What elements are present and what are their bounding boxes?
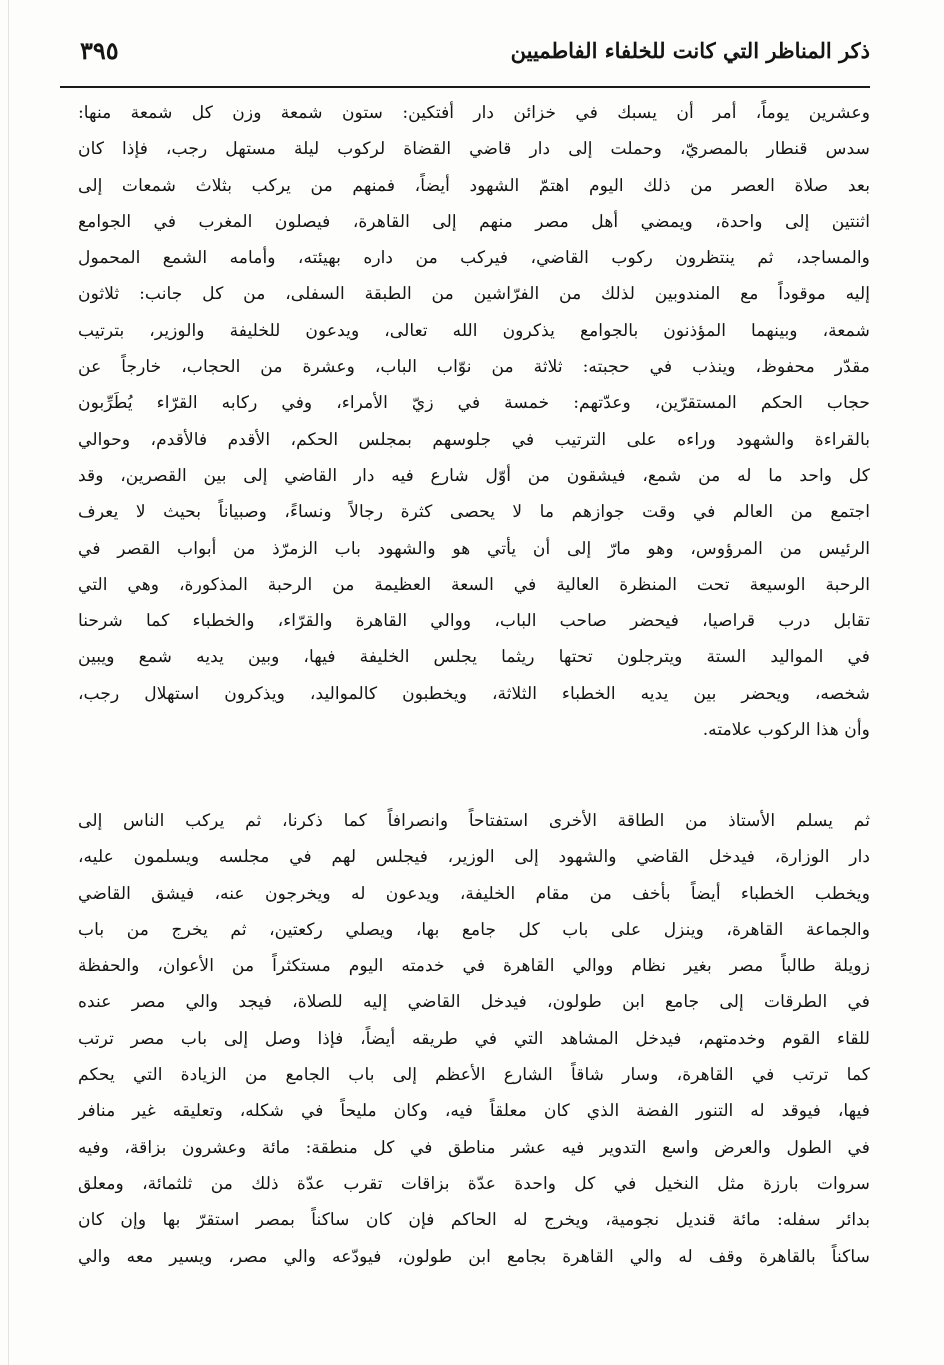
text-line: تقابل درب قراصيا، فيحضر صاحب الباب، ووالي القاهرة والقرّاء، والخطباء كما شرحنا [78, 611, 870, 632]
text-line: اجتمع من العالم في وقت جوازهم ما لا يحصى كثرة رجالاً ونساءً، وصبياناً بحيث لا يعرف [78, 502, 870, 523]
text-line: مقدّر محفوظ، وينذب في حجبته: ثلاثة من نوّاب الباب، وعشرة من الحجاب، خارجاً عن [78, 357, 870, 378]
text-line: في الطرقات إلى جامع ابن طولون، فيدخل القاضي إليه للصلاة، فيجد والي مصر عنده [78, 992, 870, 1013]
text-line: الرحبة الوسيعة تحت المنظرة العالية في السعة العظيمة من الرحبة المذكورة، وهي التي [78, 574, 870, 595]
text-line: كل واحد ما له من شمع، فيشقون من أوّل شارع فيه دار القاضي إلى بين القصرين، وقد [78, 465, 870, 486]
text-line: ساكناً بالقاهرة وقف له والي القاهرة بجامع ابن طولون، فيودّعه والي مصر، ويسير معه والي [78, 1246, 870, 1267]
text-line: اثنتين إلى واحدة، ويمضي أهل مصر منهم إلى القاهرة، فيصلون المغرب في الجوامع [78, 211, 870, 232]
running-title: ذكر المناظر التي كانت للخلفاء الفاطميين [510, 38, 870, 63]
text-line: إليه موقوداً مع المندوبين لذلك من الفرّاشين من الطبقة السفلى، من كل جانب: ثلاثون [78, 284, 870, 305]
text-line: بدائر سفله: مائة قنديل نجومية، ويخرج له الحاكم فإن كان ساكناً بمصر استقرّ بها وإن كان [78, 1210, 870, 1231]
text-line: كما ترتب في القاهرة، وسار شاقاً الشارع الأعظم إلى باب الجامع من الزيادة التي يحكم [78, 1065, 870, 1086]
text-line: وأن هذا الركوب علامته. [702, 720, 870, 741]
header-rule [60, 86, 870, 88]
text-line: والمساجد، ثم ينتظرون ركوب القاضي، فيركب من داره بهيئته، وأمامه الشمع المحمول [78, 248, 870, 269]
page-header [60, 34, 870, 84]
page-number: ٣٩٥ [80, 36, 119, 65]
text-line: ويخطب الخطباء أيضاً بأخف من مقام الخليفة، ويدعون له ويخرجون عنه، فيشق القاضي [78, 883, 870, 904]
text-line: وعشرين يوماً، أمر أن يسبك في خزائن دار أفتكين: ستون شمعة وزن كل شمعة منها: [78, 103, 870, 123]
text-line: الرئيس من المرؤوس، وهو مارّ إلى أن يأتي هو والشهود باب الزمرّذ من أبواب القصر في [78, 538, 870, 559]
paragraph-2 [78, 803, 870, 1275]
text-line: سروات بارزة مثل النخيل في كل واحدة عدّة بزاقات تقرب عدّة ذلك من ثلثمائة، ومعلق [78, 1173, 870, 1194]
text-line: بعد صلاة العصر من ذلك اليوم اهتمّ الشهود أيضاً، فمنهم من يركب بثلاث شمعات إلى [78, 175, 870, 196]
text-line: سدس قنطار بالمصريّ، وحملت إلى دار قاضي القضاة لركوب ليلة مستهل رجب، فإذا كان [78, 139, 870, 160]
text-line: ثم يسلم الأستاذ من الطاقة الأخرى استفتاحاً وانصرافاً كما ذكرنا، ثم يركب الناس إلى [78, 811, 870, 831]
text-line: شخصه، ويحضر بين يديه الخطباء الثلاثة، ويخطبون كالمواليد، ويذكرون استهلال رجب، [78, 683, 870, 704]
text-line: فيها، فيوقد له التنور الفضة الذي كان معلقاً فيه، وكان مليحاً في شكله، وتعليقه غير منافر [78, 1101, 870, 1122]
text-line: حجاب الحكم المستقرّين، وعدّتهم: خمسة في زيّ الأمراء، وفي ركابه القرّاء يُطَرِّبون [78, 393, 870, 414]
text-line: دار الوزارة، فيدخل القاضي والشهود إلى الوزير، فيجلس لهم في مجلسه ويسلمون عليه، [78, 847, 870, 868]
text-line: في الطول والعرض واسع التدوير فيه عشر مناطق في كل منطقة: مائة وعشرون بزاقة، وفيه [78, 1137, 870, 1158]
text-line: شمعة، وبينهما المؤذنون بالجوامع يذكرون الله تعالى، ويدعون للخليفة والوزير، بترتيب [78, 320, 870, 341]
text-line: في المواليد الستة ويترجلون تحتها ريثما يجلس الخليفة فيها، وبين يديه شمع ويبين [78, 647, 870, 668]
text-line: بالقراءة والشهود وراءه على الترتيب في جلوسهم بمجلس الحكم، الأقدم فالأقدم، وحوالي [78, 429, 870, 450]
text-line: والجماعة القاهرة، وينزل على باب كل جامع بها، ويصلي ركعتين، ثم يخرج من باب [78, 919, 870, 940]
paragraph-1 [78, 95, 870, 748]
text-line: للقاء القوم وخدمتهم، فيدخل المشاهد التي في طريقه أيضاً، فإذا وصل إلى باب مصر ترتب [78, 1028, 870, 1049]
page-edge-line [8, 0, 9, 1365]
text-line: زويلة طالباً مصر بغير نظام ووالي القاهرة في خدمته اليوم مستكثراً من الأعوان، والحفظة [78, 956, 870, 977]
